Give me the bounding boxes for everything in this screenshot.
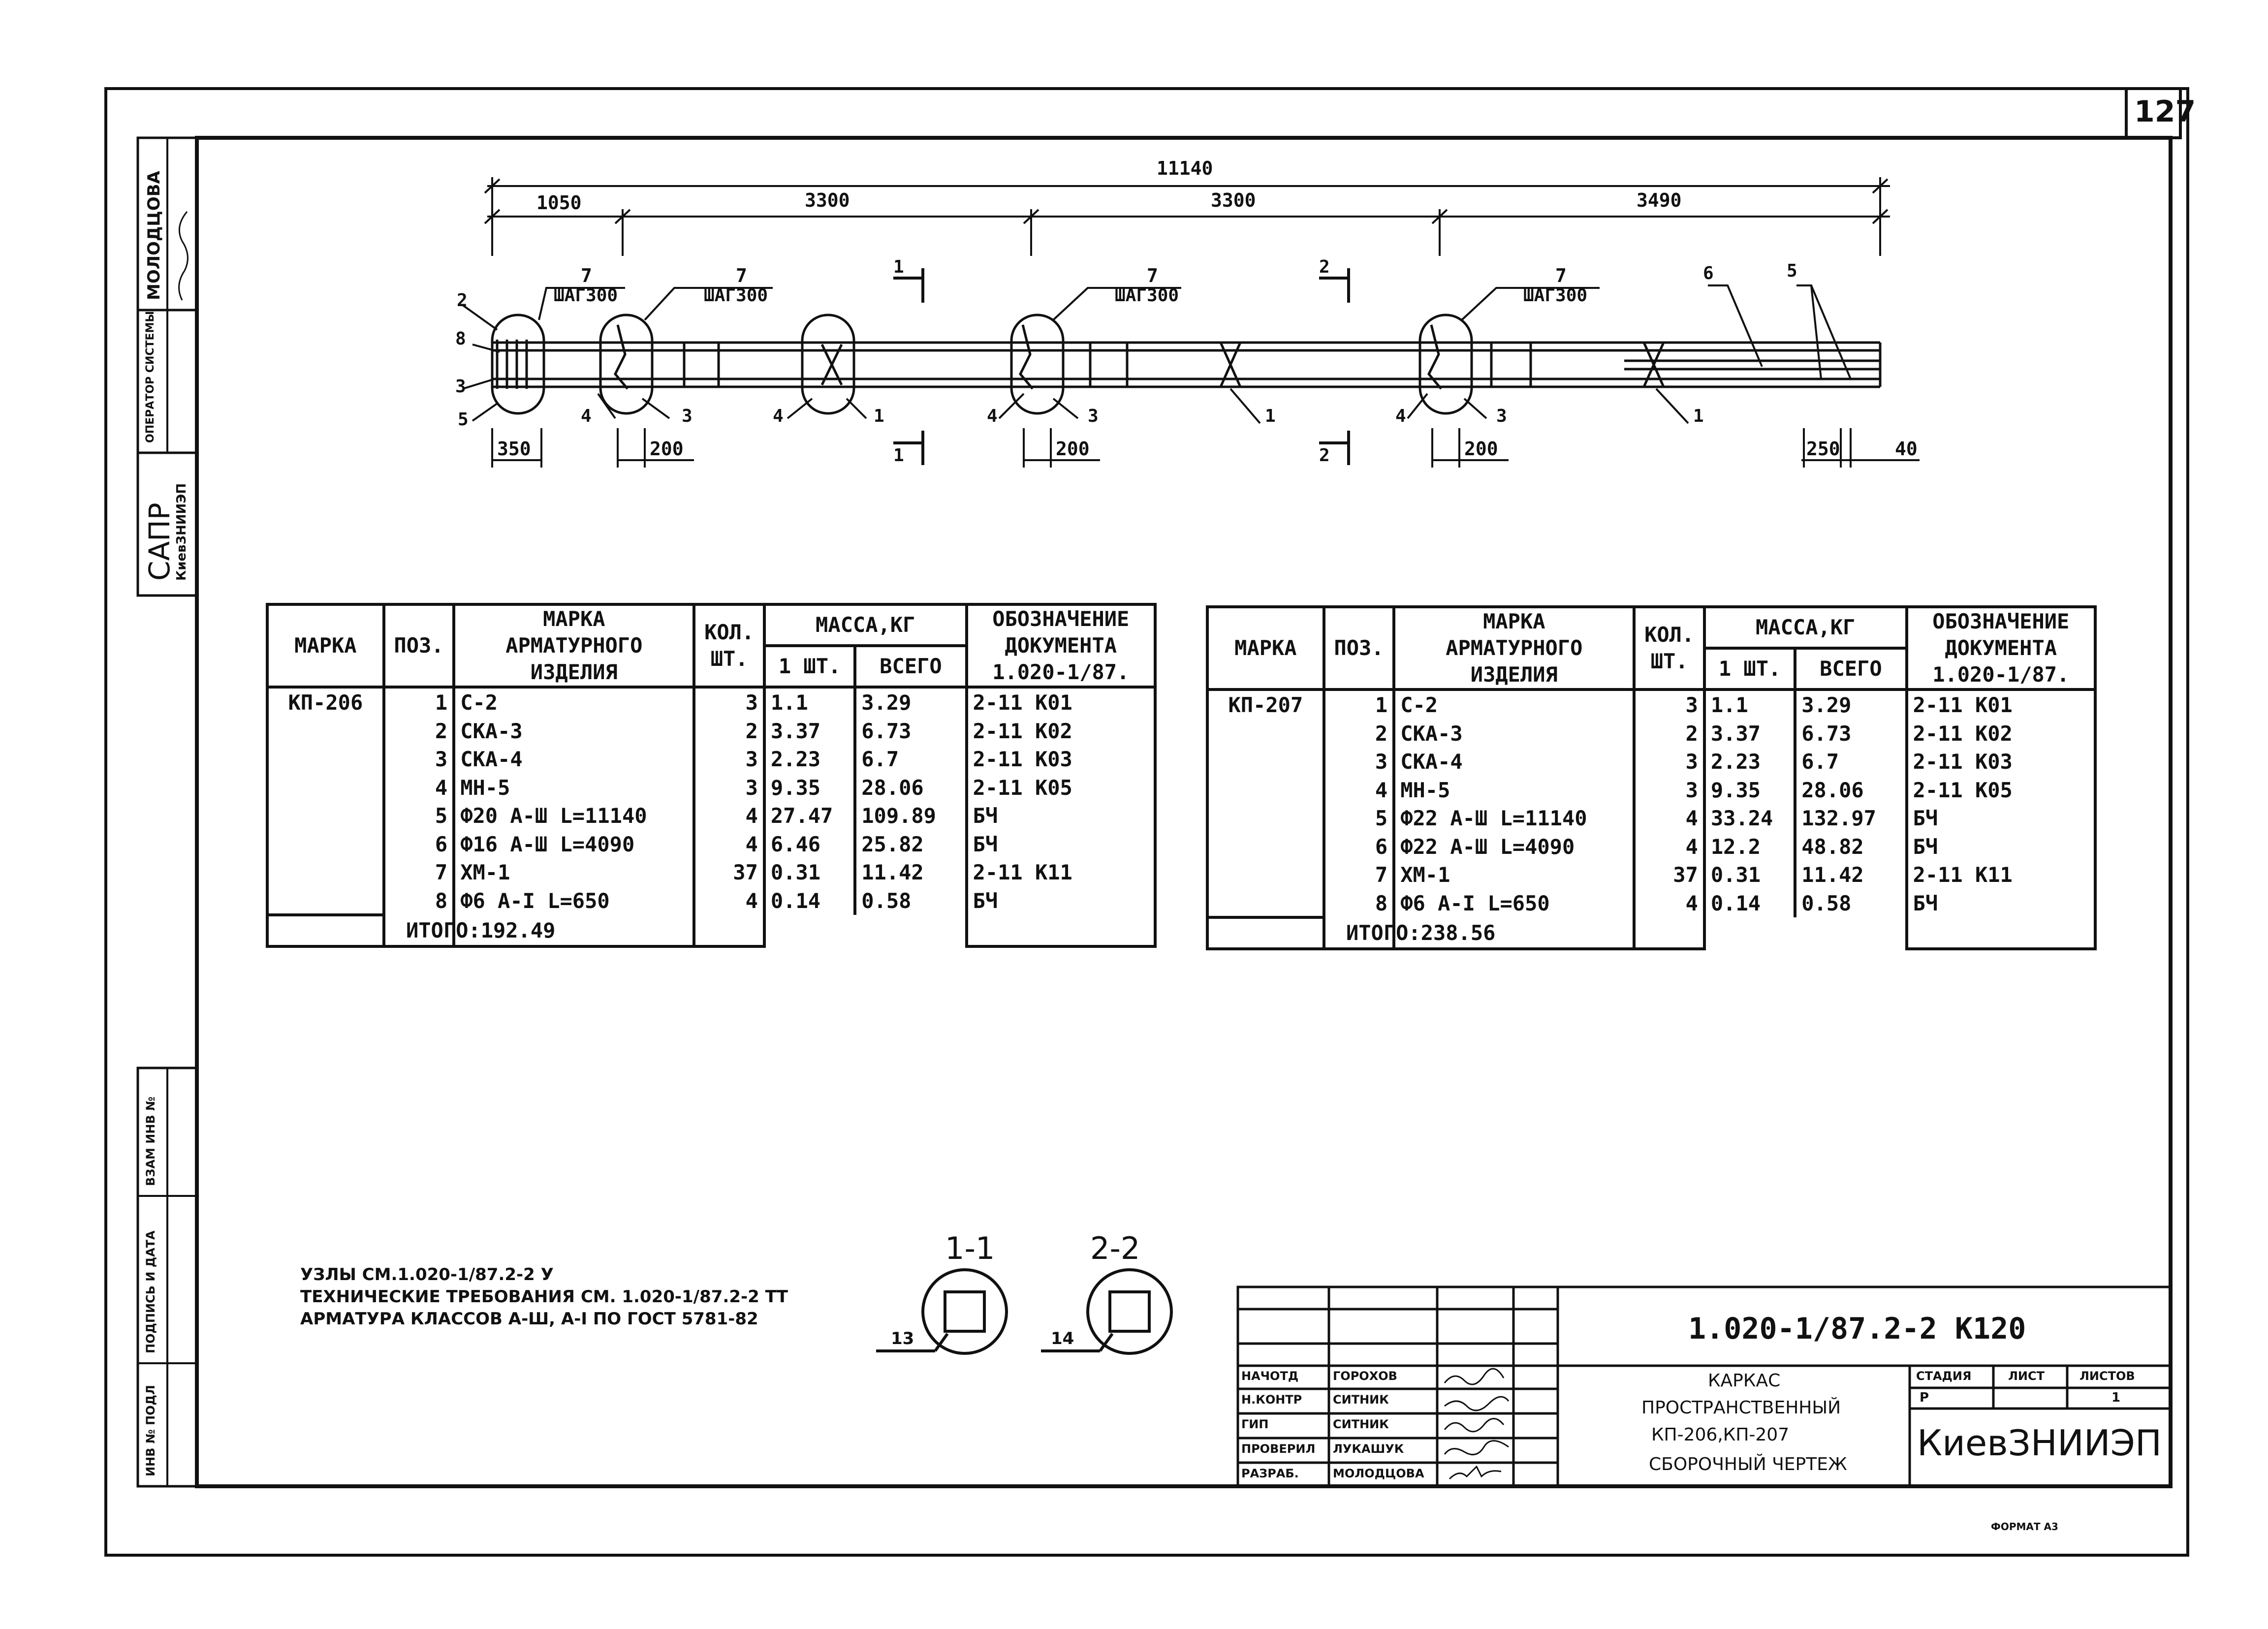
- format-label: ФОРМАТ А3: [1991, 1521, 2058, 1533]
- tb-name-1: СИТНИК: [1333, 1393, 1389, 1407]
- cell-doc: БЧ: [1907, 804, 2095, 833]
- col-pos: ПОЗ.: [1324, 607, 1394, 689]
- cell-doc: БЧ: [967, 887, 1155, 946]
- cell-qty: 37: [1634, 861, 1704, 889]
- cell-pos: 4: [1324, 776, 1394, 805]
- table-total: ИТОГО:238.56: [1207, 917, 1634, 949]
- tb-role-3: ПРОВЕРИЛ: [1241, 1442, 1316, 1456]
- cell-total: 132.97: [1795, 804, 1906, 833]
- col-pos: ПОЗ.: [384, 604, 454, 687]
- cell-item: СКА-3: [454, 717, 694, 746]
- cell-one: 6.46: [764, 830, 855, 859]
- table-row: [267, 830, 1155, 859]
- pos-num: 5: [1787, 261, 1797, 281]
- cell-qty: 3: [1634, 689, 1704, 720]
- cell-one: 0.31: [1704, 861, 1795, 889]
- cell-total: 6.7: [855, 745, 966, 774]
- cell-doc: БЧ: [1907, 833, 2095, 861]
- col-product-mark-2: АРМАТУРНОГО: [505, 633, 643, 658]
- cell-item: Ф16 А-Ш L=4090: [454, 830, 694, 859]
- stamp-bottom-label-0: ВЗАМ ИНВ №: [144, 1096, 158, 1186]
- pos-num: 4: [773, 406, 784, 426]
- dim-lower-5: 250: [1806, 438, 1840, 460]
- pos-num: 4: [1395, 406, 1406, 426]
- node-markers: [492, 315, 1472, 413]
- cell-total: 28.06: [855, 774, 966, 802]
- cell-pos: 6: [1324, 833, 1394, 861]
- dim-total: 11140: [1157, 157, 1213, 179]
- section-title-1: 1-1: [945, 1230, 995, 1266]
- col-mass: МАССА,КГ: [1704, 607, 1907, 648]
- cell-doc: 2-11 К03: [967, 745, 1155, 774]
- dim-lower-1: 350: [497, 438, 531, 460]
- cell-pos: 8: [1324, 889, 1394, 949]
- cell-item: СКА-4: [454, 745, 694, 774]
- col-doc-2: ДОКУМЕНТА: [1005, 633, 1117, 658]
- col-product-mark-1: МАРКА: [1483, 609, 1545, 633]
- cell-item: С-2: [1394, 689, 1634, 720]
- step-label-b: ШАГ300: [704, 285, 768, 306]
- col-qty-1: КОЛ.: [1644, 623, 1695, 647]
- dim-lower-6: 40: [1895, 438, 1918, 460]
- cell-qty: 4: [694, 802, 764, 830]
- cell-doc: 2-11 К01: [1907, 689, 2095, 720]
- col-mass-one: 1 ШТ.: [1704, 648, 1795, 689]
- stamp-bottom-label-2: ИНВ № ПОДЛ: [144, 1385, 158, 1476]
- cell-item: Ф20 А-Ш L=11140: [454, 802, 694, 830]
- cell-item: С-2: [454, 687, 694, 717]
- tb-role-0: НАЧОТД: [1241, 1369, 1299, 1383]
- cell-pos: 3: [384, 745, 454, 774]
- cell-qty: 3: [694, 745, 764, 774]
- cell-one: 2.23: [764, 745, 855, 774]
- pos-num: 2: [457, 290, 468, 311]
- note-tech-req: ТЕХНИЧЕСКИЕ ТРЕБОВАНИЯ СМ. 1.020-1/87.2-2 ТТ: [300, 1287, 788, 1307]
- table-row: [1207, 861, 2095, 889]
- pos-num: 1: [1265, 406, 1276, 426]
- stamp-org: КиевЗНИИЭП: [174, 483, 189, 581]
- cell-qty: 37: [694, 858, 764, 887]
- cell-qty: 4: [1634, 804, 1704, 833]
- cell-item: МН-5: [1394, 776, 1634, 805]
- cell-mark: КП-206: [267, 687, 384, 915]
- cell-item: СКА-4: [1394, 748, 1634, 776]
- col-qty: [1634, 607, 1704, 689]
- tb-sheets-label: ЛИСТОВ: [2079, 1369, 2135, 1383]
- dim-seg-1: 1050: [536, 192, 582, 214]
- cell-one: 9.35: [764, 774, 855, 802]
- cell-item: Ф6 А-I L=650: [454, 887, 694, 946]
- operator-signature: [170, 187, 194, 305]
- col-qty-1: КОЛ.: [704, 620, 755, 644]
- cell-doc: 2-11 К05: [1907, 776, 2095, 805]
- cell-item: СКА-3: [1394, 720, 1634, 748]
- dim-lower-3: 200: [1056, 438, 1090, 460]
- title-line-0: КАРКАС: [1708, 1371, 1781, 1391]
- cell-qty: 4: [1634, 833, 1704, 861]
- lower-dims: [492, 428, 1920, 468]
- dim-lower-4: 200: [1464, 438, 1498, 460]
- tb-name-2: СИТНИК: [1333, 1417, 1389, 1431]
- col-mass-one: 1 ШТ.: [764, 646, 855, 687]
- stamp-bottom-label-1: ПОДПИСЬ И ДАТА: [144, 1230, 158, 1353]
- section-mark-1-top: 1: [893, 257, 904, 277]
- cell-doc: 2-11 К11: [1907, 861, 2095, 889]
- cell-item: ХМ-1: [1394, 861, 1634, 889]
- cell-pos: 2: [384, 717, 454, 746]
- tb-name-0: ГОРОХОВ: [1333, 1369, 1397, 1383]
- col-mark: МАРКА: [267, 604, 384, 687]
- cell-qty: 3: [694, 687, 764, 717]
- cell-qty: 4: [694, 887, 764, 946]
- col-doc: [1907, 607, 2095, 689]
- doc-code: 1.020-1/87.2-2 К120: [1688, 1312, 2026, 1346]
- cell-total: 6.73: [855, 717, 966, 746]
- col-mass-total: ВСЕГО: [855, 646, 966, 687]
- cell-qty: 3: [694, 774, 764, 802]
- cell-qty: 4: [1634, 889, 1704, 949]
- cell-pos: 5: [1324, 804, 1394, 833]
- pos-num: 3: [455, 376, 466, 397]
- dimension-lines: [485, 177, 1890, 256]
- spec-table-kp207: [1206, 605, 2097, 950]
- section-views: [876, 1270, 1171, 1353]
- cell-total: 6.73: [1795, 720, 1906, 748]
- tb-stage-label: СТАДИЯ: [1916, 1369, 1972, 1383]
- cell-qty: 2: [1634, 720, 1704, 748]
- callout-7-c: 7: [1147, 265, 1158, 286]
- pos-num: 6: [1703, 263, 1714, 283]
- section-title-2: 2-2: [1090, 1230, 1140, 1266]
- table-row: [1207, 720, 2095, 748]
- cell-doc: 2-11 К03: [1907, 748, 2095, 776]
- tb-stage-value: Р: [1920, 1390, 1929, 1405]
- table-row: [267, 858, 1155, 887]
- title-line-3: СБОРОЧНЫЙ ЧЕРТЕЖ: [1649, 1454, 1847, 1474]
- col-doc-2: ДОКУМЕНТА: [1945, 636, 2057, 660]
- signatures: [1440, 1366, 1513, 1486]
- col-qty-2: ШТ.: [1650, 649, 1688, 673]
- cell-one: 33.24: [1704, 804, 1795, 833]
- cell-item: МН-5: [454, 774, 694, 802]
- tb-role-1: Н.КОНТР: [1241, 1393, 1302, 1407]
- cell-doc: 2-11 К02: [1907, 720, 2095, 748]
- cell-one: 3.37: [764, 717, 855, 746]
- col-qty: [694, 604, 764, 687]
- col-product-mark-3: ИЗДЕЛИЯ: [1470, 662, 1558, 687]
- cell-doc: 2-11 К02: [967, 717, 1155, 746]
- cell-total: 11.42: [1795, 861, 1906, 889]
- col-qty-2: ШТ.: [710, 647, 748, 671]
- cell-total: 48.82: [1795, 833, 1906, 861]
- section-mark-1-bottom: 1: [893, 445, 904, 466]
- pos-num: 1: [874, 406, 884, 426]
- cell-one: 27.47: [764, 802, 855, 830]
- cell-one: 2.23: [1704, 748, 1795, 776]
- col-doc-3: 1.020-1/87.: [1932, 662, 2070, 687]
- tb-name-3: ЛУКАШУК: [1333, 1442, 1404, 1456]
- note-nodes: УЗЛЫ СМ.1.020-1/87.2-2 У: [300, 1265, 554, 1284]
- stamp-operator-label: ОПЕРАТОР СИСТЕМЫ: [144, 311, 157, 443]
- cell-total: 6.7: [1795, 748, 1906, 776]
- cell-pos: 7: [384, 858, 454, 887]
- cell-item: Ф6 А-I L=650: [1394, 889, 1634, 949]
- cell-total: 3.29: [1795, 689, 1906, 720]
- col-product-mark-2: АРМАТУРНОГО: [1446, 636, 1583, 660]
- table-row: [267, 687, 1155, 717]
- cell-total: 28.06: [1795, 776, 1906, 805]
- pos-num: 4: [987, 406, 998, 426]
- section-mark-2-top: 2: [1319, 257, 1330, 277]
- col-doc: [967, 604, 1155, 687]
- pos-num: 1: [1693, 406, 1704, 426]
- table-row: [1207, 889, 2095, 918]
- col-product-mark-3: ИЗДЕЛИЯ: [530, 660, 618, 684]
- tb-name-4: МОЛОДЦОВА: [1333, 1467, 1424, 1480]
- cell-one: 0.31: [764, 858, 855, 887]
- table-total: ИТОГО:192.49: [267, 915, 694, 946]
- tb-role-4: РАЗРАБ.: [1241, 1467, 1299, 1480]
- cell-pos: 1: [1324, 689, 1394, 720]
- col-product-mark-1: МАРКА: [543, 607, 605, 631]
- pos-num: 8: [455, 329, 466, 349]
- cell-qty: 2: [694, 717, 764, 746]
- section-callout-1: 13: [891, 1329, 914, 1348]
- cell-pos: 3: [1324, 748, 1394, 776]
- cell-pos: 1: [384, 687, 454, 717]
- cell-pos: 2: [1324, 720, 1394, 748]
- cell-total: 109.89: [855, 802, 966, 830]
- cell-pos: 7: [1324, 861, 1394, 889]
- leader-lines: [463, 285, 1851, 423]
- cell-total: 3.29: [855, 687, 966, 717]
- cell-doc: БЧ: [1907, 889, 2095, 949]
- cell-qty: 4: [694, 830, 764, 859]
- cell-one: 1.1: [764, 687, 855, 717]
- cell-one: 9.35: [1704, 776, 1795, 805]
- cell-one: 0.14: [764, 887, 855, 915]
- pos-num: 3: [1496, 406, 1507, 426]
- cage-elevation: [492, 325, 1880, 389]
- dim-seg-2: 3300: [805, 189, 850, 211]
- pos-num: 5: [458, 409, 469, 430]
- tb-sheet-label: ЛИСТ: [2008, 1369, 2045, 1383]
- cell-doc: БЧ: [967, 830, 1155, 859]
- section-callout-2: 14: [1051, 1329, 1074, 1348]
- title-line-2: КП-206,КП-207: [1651, 1425, 1790, 1445]
- step-label-d: ШАГ300: [1523, 285, 1588, 306]
- table-row: [1207, 804, 2095, 833]
- step-label-c: ШАГ300: [1115, 285, 1179, 306]
- col-doc-1: ОБОЗНАЧЕНИЕ: [1932, 609, 2070, 633]
- tb-role-2: ГИП: [1241, 1417, 1269, 1431]
- pos-num: 4: [581, 406, 592, 426]
- cell-one: 1.1: [1704, 689, 1795, 720]
- dim-seg-3: 3300: [1211, 189, 1256, 211]
- cell-item: Ф22 А-Ш L=4090: [1394, 833, 1634, 861]
- table-row: [1207, 689, 2095, 720]
- col-product-mark: [1394, 607, 1634, 689]
- cell-qty: 3: [1634, 748, 1704, 776]
- cell-total: 0.58: [855, 887, 966, 915]
- table-row: [1207, 776, 2095, 805]
- cell-one: 3.37: [1704, 720, 1795, 748]
- cell-doc: 2-11 К05: [967, 774, 1155, 802]
- callout-7-a: 7: [581, 265, 592, 286]
- cell-item: ХМ-1: [454, 858, 694, 887]
- section-mark-2-bottom: 2: [1319, 445, 1330, 466]
- cell-qty: 3: [1634, 776, 1704, 805]
- stamp-operator-name: МОЛОДЦОВА: [144, 171, 164, 300]
- dim-seg-4: 3490: [1637, 189, 1682, 211]
- note-rebar-class: АРМАТУРА КЛАССОВ А-Ш, А-I ПО ГОСТ 5781-82: [300, 1309, 758, 1329]
- cell-doc: 2-11 К11: [967, 858, 1155, 887]
- table-row: [267, 887, 1155, 915]
- cell-pos: 8: [384, 887, 454, 946]
- col-doc-1: ОБОЗНАЧЕНИЕ: [992, 607, 1130, 631]
- cell-one: 12.2: [1704, 833, 1795, 861]
- table-row: [1207, 748, 2095, 776]
- table-row: [267, 774, 1155, 802]
- table-row: [267, 745, 1155, 774]
- cell-total: 0.58: [1795, 889, 1906, 918]
- col-doc-3: 1.020-1/87.: [992, 660, 1130, 684]
- col-product-mark: [454, 604, 694, 687]
- spec-table-kp206: [266, 603, 1157, 948]
- cell-pos: 4: [384, 774, 454, 802]
- pos-num: 3: [1088, 406, 1099, 426]
- pos-num: 3: [682, 406, 693, 426]
- tb-org: КиевЗНИИЭП: [1917, 1422, 2162, 1464]
- cell-doc: БЧ: [967, 802, 1155, 830]
- cell-one: 0.14: [1704, 889, 1795, 918]
- cell-total: 25.82: [855, 830, 966, 859]
- cell-pos: 6: [384, 830, 454, 859]
- page-number: 127: [2134, 94, 2196, 129]
- table-row: [267, 717, 1155, 746]
- col-mark: МАРКА: [1207, 607, 1324, 689]
- stamp-system-name: САПР: [143, 502, 176, 581]
- table-row: [1207, 833, 2095, 861]
- callout-7-b: 7: [736, 265, 747, 286]
- cell-pos: 5: [384, 802, 454, 830]
- cell-doc: 2-11 К01: [967, 687, 1155, 717]
- table-row: [267, 802, 1155, 830]
- tb-sheets-value: 1: [2111, 1390, 2121, 1405]
- title-line-1: ПРОСТРАНСТВЕННЫЙ: [1641, 1398, 1841, 1418]
- callout-7-d: 7: [1555, 265, 1567, 286]
- cell-total: 11.42: [855, 858, 966, 887]
- col-mass-total: ВСЕГО: [1795, 648, 1906, 689]
- cell-item: Ф22 А-Ш L=11140: [1394, 804, 1634, 833]
- step-label-a: ШАГ300: [554, 285, 618, 306]
- dim-lower-2: 200: [650, 438, 684, 460]
- col-mass: МАССА,КГ: [764, 604, 967, 646]
- cell-mark: КП-207: [1207, 689, 1324, 917]
